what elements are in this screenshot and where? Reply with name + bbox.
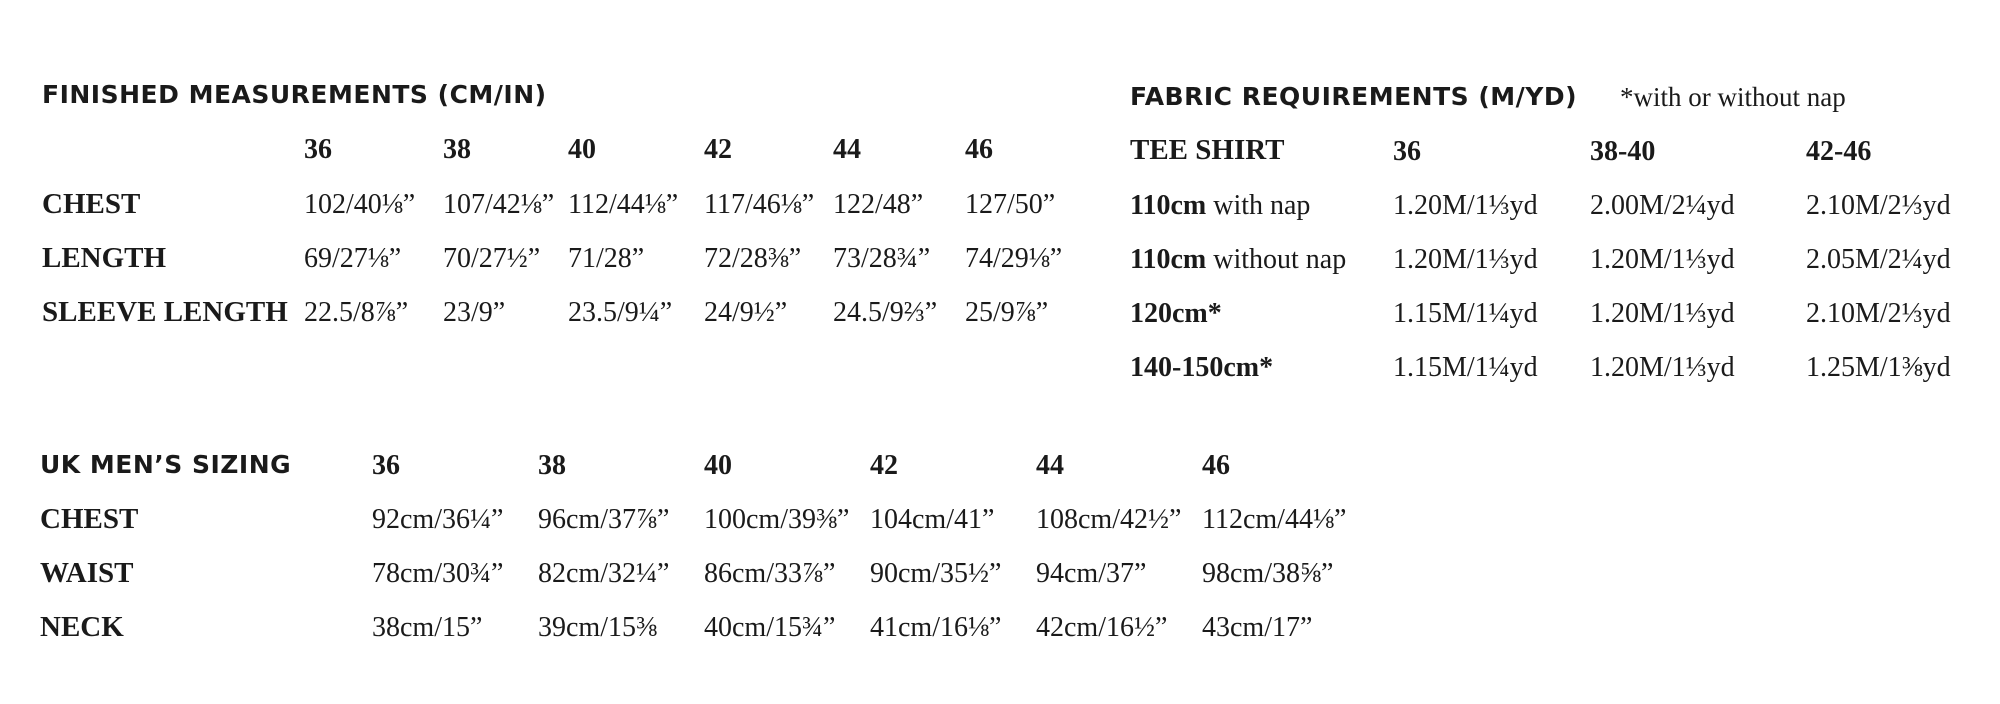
finished-value: 24.5/9⅔”	[833, 297, 938, 328]
fabric-size-header: 36	[1393, 136, 1421, 167]
finished-value: 25/9⅞”	[965, 297, 1049, 328]
fabric-nap-note: *with or without nap	[1620, 82, 1846, 112]
uk-value: 39cm/15⅜	[538, 612, 657, 643]
fabric-value: 1.25M/1⅜yd	[1806, 352, 1951, 383]
uk-value: 82cm/32¼”	[538, 558, 670, 589]
uk-value: 42cm/16½”	[1036, 612, 1168, 643]
uk-value: 40cm/15¾”	[704, 612, 836, 643]
finished-value: 72/28⅜”	[704, 243, 802, 274]
finished-row-label: CHEST	[42, 188, 141, 220]
uk-value: 100cm/39⅜”	[704, 504, 850, 535]
fabric-value: 1.20M/1⅓yd	[1590, 298, 1735, 329]
finished-value: 23.5/9¼”	[568, 297, 673, 328]
fabric-value: 1.20M/1⅓yd	[1590, 352, 1735, 383]
uk-value: 96cm/37⅞”	[538, 504, 670, 535]
finished-value: 71/28”	[568, 243, 645, 274]
fabric-value: 2.10M/2⅓yd	[1806, 298, 1951, 329]
uk-value: 98cm/38⅝”	[1202, 558, 1334, 589]
uk-row-label: NECK	[40, 611, 124, 643]
finished-value: 127/50”	[965, 189, 1056, 220]
uk-size-header: 36	[372, 450, 400, 481]
finished-size-header: 36	[304, 134, 332, 165]
fabric-value: 1.20M/1⅓yd	[1590, 244, 1735, 275]
uk-value: 112cm/44⅛”	[1202, 504, 1347, 535]
finished-value: 102/40⅛”	[304, 189, 416, 220]
finished-size-header: 42	[704, 134, 732, 165]
uk-size-header: 38	[538, 450, 566, 481]
uk-size-header: 46	[1202, 450, 1230, 481]
fabric-value: 1.15M/1¼yd	[1393, 352, 1538, 383]
fabric-requirements-title: FABRIC REQUIREMENTS (M/YD)	[1130, 82, 1578, 111]
uk-value: 86cm/33⅞”	[704, 558, 836, 589]
finished-size-header: 44	[833, 134, 861, 165]
finished-size-header: 46	[965, 134, 993, 165]
fabric-value: 1.20M/1⅓yd	[1393, 244, 1538, 275]
uk-sizing-title: UK MEN’S SIZING	[40, 450, 292, 479]
uk-value: 104cm/41”	[870, 504, 995, 535]
finished-value: 24/9½”	[704, 297, 788, 328]
uk-size-header: 42	[870, 450, 898, 481]
fabric-row-label: 110cm with nap	[1130, 190, 1311, 221]
finished-value: 73/28¾”	[833, 243, 931, 274]
uk-size-header: 44	[1036, 450, 1064, 481]
finished-value: 117/46⅛”	[704, 189, 815, 220]
finished-value: 112/44⅛”	[568, 189, 679, 220]
fabric-row-label: 110cm without nap	[1130, 244, 1347, 275]
uk-size-header: 40	[704, 450, 732, 481]
uk-row-label: CHEST	[40, 503, 139, 535]
fabric-header-label: TEE SHIRT	[1130, 134, 1285, 166]
finished-row-label: SLEEVE LENGTH	[42, 296, 288, 328]
finished-row-label: LENGTH	[42, 242, 167, 274]
uk-row-label: WAIST	[40, 557, 134, 589]
fabric-row-label: 120cm*	[1130, 298, 1222, 329]
finished-value: 107/42⅛”	[443, 189, 555, 220]
fabric-row-label: 140-150cm*	[1130, 352, 1274, 383]
uk-value: 92cm/36¼”	[372, 504, 504, 535]
fabric-value: 1.15M/1¼yd	[1393, 298, 1538, 329]
fabric-value: 1.20M/1⅓yd	[1393, 190, 1538, 221]
finished-size-header: 38	[443, 134, 471, 165]
fabric-value: 2.00M/2¼yd	[1590, 190, 1735, 221]
fabric-value: 2.10M/2⅓yd	[1806, 190, 1951, 221]
uk-value: 38cm/15”	[372, 612, 483, 643]
fabric-size-header: 38-40	[1590, 136, 1656, 167]
uk-value: 94cm/37”	[1036, 558, 1147, 589]
uk-value: 90cm/35½”	[870, 558, 1002, 589]
finished-measurements-title: FINISHED MEASUREMENTS (CM/IN)	[42, 80, 547, 109]
uk-value: 108cm/42½”	[1036, 504, 1182, 535]
finished-value: 74/29⅛”	[965, 243, 1063, 274]
fabric-size-header: 42-46	[1806, 136, 1872, 167]
uk-value: 78cm/30¾”	[372, 558, 504, 589]
finished-size-header: 40	[568, 134, 596, 165]
finished-value: 70/27½”	[443, 243, 541, 274]
fabric-value: 2.05M/2¼yd	[1806, 244, 1951, 275]
uk-value: 41cm/16⅛”	[870, 612, 1002, 643]
finished-value: 69/27⅛”	[304, 243, 402, 274]
uk-value: 43cm/17”	[1202, 612, 1313, 643]
finished-value: 22.5/8⅞”	[304, 297, 409, 328]
finished-value: 122/48”	[833, 189, 924, 220]
finished-value: 23/9”	[443, 297, 506, 328]
